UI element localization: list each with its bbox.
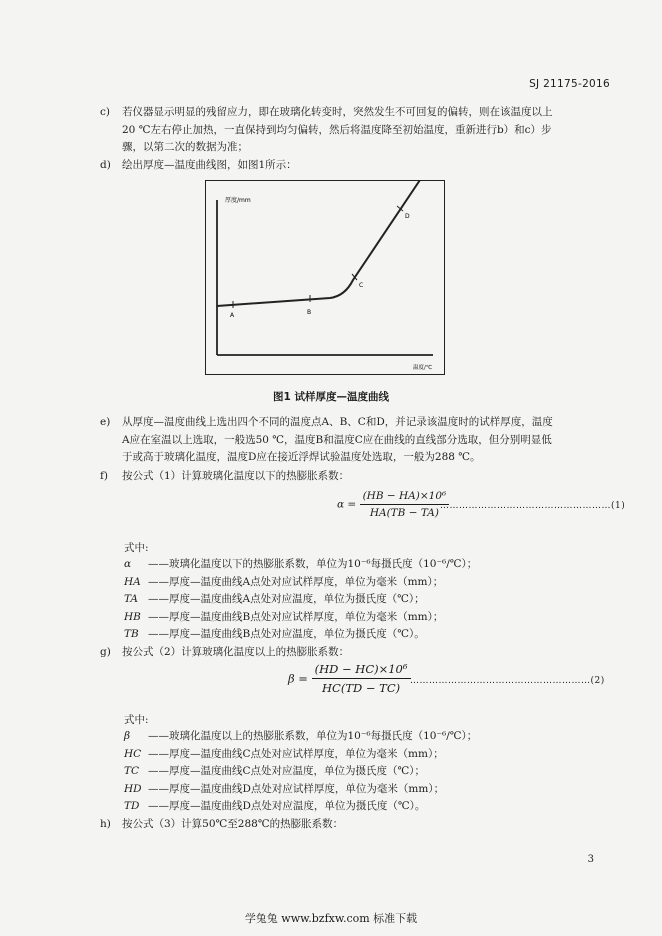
point-c-label: C [359, 282, 364, 289]
item-c-label: c) [100, 106, 110, 118]
formula-1-denominator: HA(TB − TA) [369, 507, 439, 519]
y-axis-label: 厚度/mm [225, 197, 251, 204]
figure-frame [206, 181, 445, 375]
item-f-label: f) [100, 470, 108, 482]
item-h: h) 按公式（3）计算50℃至288℃的热膨胀系数： [100, 816, 610, 834]
formula-1-number: ………………………………………………(1) [440, 501, 626, 511]
item-g-label: g) [100, 646, 111, 658]
point-d-label: D [405, 213, 410, 220]
footer-watermark: 学兔兔 www.bzfxw.com 标准下载 [244, 912, 418, 925]
formula-1-where: 式中: [124, 542, 149, 554]
formula-2: β = $\frac{\text{(HD − HC)×10⁶}}{HC(TD - TC)}$ [288, 662, 411, 695]
item-e-label: e) [100, 416, 111, 428]
item-f: f) 按公式（1）计算玻璃化温度以下的热膨胀系数： [100, 468, 610, 486]
formula-2-denominator: HC(TD − TC) [322, 681, 401, 695]
point-a-label: A [230, 312, 235, 319]
figure-caption: 图1 试样厚度—温度曲线 [273, 391, 389, 403]
item-c: c) 若仪器显示明显的残留应力，即在玻璃化转变时，突然发生不可回复的偏转，则在该温度以上 20 ℃左右停止加热，一直保持到均匀偏转，然后将温度降至初始温度，重新进行b）和c）步 骤，以第二次的数据为准； [100, 106, 553, 153]
formula-1: α = $\frac{\text{(HB − HA)×10⁶}}{HA(TB - TA)}$ [337, 490, 449, 519]
item-g: g) 按公式（2）计算玻璃化温度以上的热膨胀系数： [100, 644, 610, 662]
formula-1-numerator: (HB − HA)×10⁶ [360, 490, 450, 505]
page-number: 3 [587, 854, 594, 865]
formula-2-where: 式中: [124, 714, 149, 726]
formula-2-numerator: (HD − HC)×10⁶ [312, 662, 411, 679]
item-e: e) 从厚度—温度曲线上选出四个不同的温度点A、B、C和D，并记录该温度时的试样厚度，温度 A应在室温以上选取，一般选50 ℃，温度B和温度C应在曲线的直线部分选取，但分别明显低 于或高于玻璃化温度，温度D应在接近浮焊试验温度处选取，一般为288 ℃。 [100, 416, 553, 463]
point-b-label: B [307, 309, 312, 316]
x-axis-label: 温度/℃ [413, 365, 433, 371]
thickness-temperature-figure [205, 180, 445, 375]
standard-number: SJ 21175-2016 [529, 78, 610, 90]
formula-2-number: …………………………………………………(2) [410, 676, 605, 686]
item-d-label: d) [100, 159, 111, 171]
formula-2-definitions: β ——玻璃化温度以上的热膨胀系数，单位为10⁻⁶每摄氏度（10⁻⁶/℃）； HC ——厚度—温度曲线C点处对应试样厚度，单位为毫米（mm）； TC ——厚度—温度曲线C点处对应温度，单位为摄氏度（℃）； HD ——厚度—温度曲线D点处对应试样厚度，单位为毫米（mm）； TD ——厚度—温度曲线D点处对应温度，单位为摄氏度（℃）。 [124, 730, 478, 812]
item-h-label: h) [100, 818, 111, 830]
item-d: d) 绘出厚度—温度曲线图，如图1所示： [100, 157, 610, 175]
formula-1-definitions: α ——玻璃化温度以下的热膨胀系数，单位为10⁻⁶每摄氏度（10⁻⁶/℃）； HA ——厚度—温度曲线A点处对应试样厚度，单位为毫米（mm）； TA ——厚度—温度曲线A点处对应温度，单位为摄氏度（℃）； HB ——厚度—温度曲线B点处对应试样厚度，单位为毫米（mm）； TB ——厚度—温度曲线B点处对应温度，单位为摄氏度（℃）。 [124, 558, 478, 640]
